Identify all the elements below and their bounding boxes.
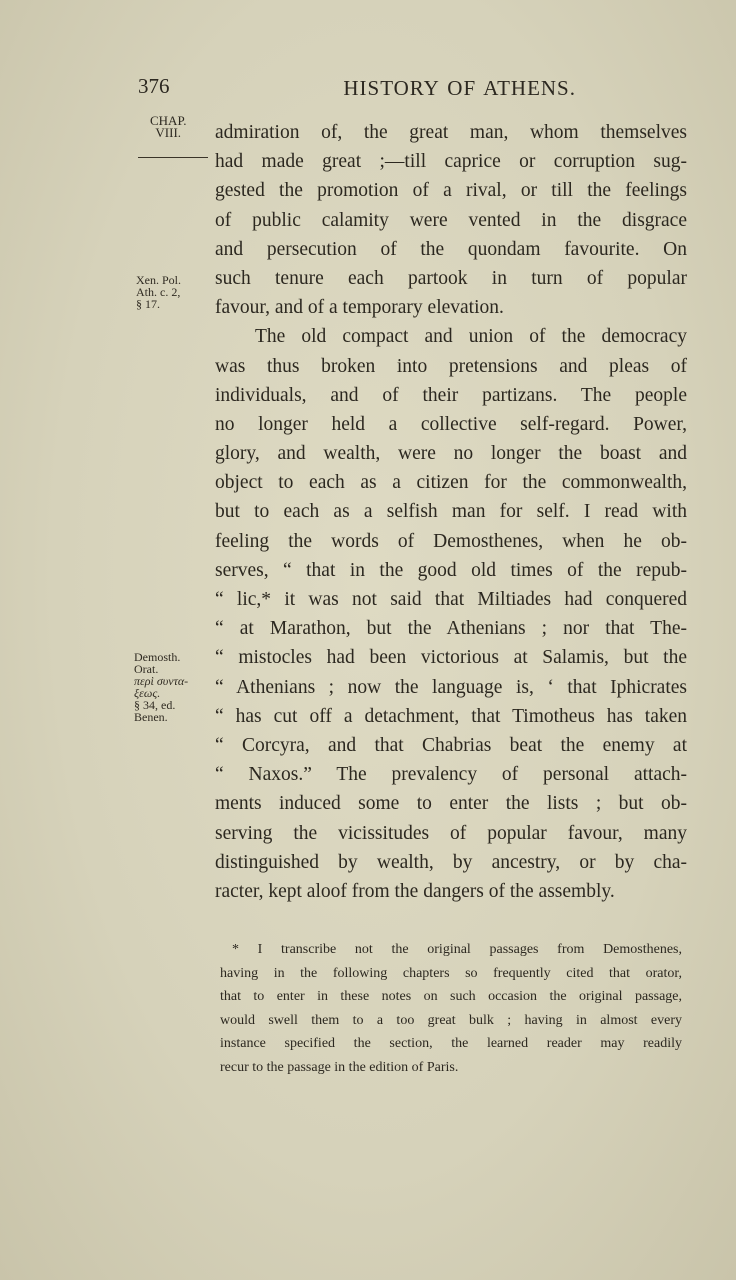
text-line: “ Naxos.” The prevalency of personal attach- <box>215 764 687 786</box>
text-line: racter, kept aloof from the dangers of the assembly. <box>215 880 615 902</box>
running-title: HISTORY OF ATHENS. <box>343 76 576 100</box>
margin-note-line: § 17. <box>136 297 160 311</box>
text-line: “ Corcyra, and that Chabrias beat the enemy at <box>215 734 687 756</box>
footnote <box>220 938 682 1079</box>
footnote-line: that to enter in these notes on such occasion the original passage, <box>220 989 682 1004</box>
text-line: favour, and of a temporary elevation. <box>215 297 504 319</box>
text-line: had made great ;—till caprice or corruption sug- <box>215 151 687 173</box>
margin-note-line: ξεως. <box>134 686 161 700</box>
text-line: no longer held a collective self-regard. Power, <box>215 413 687 435</box>
text-line: “ mistocles had been victorious at Salamis, but the <box>215 647 687 669</box>
margin-note-line: Ath. c. 2, <box>136 285 181 299</box>
text-line: but to each as a selfish man for self. I read with <box>215 501 687 523</box>
text-line: and persecution of the quondam favourite. On <box>215 238 687 260</box>
page-header <box>138 74 686 104</box>
text-line: distinguished by wealth, by ancestry, or by cha- <box>215 851 687 873</box>
body-text <box>215 118 687 906</box>
text-line: such tenure each partook in turn of popular <box>215 267 687 289</box>
footnote-line: * I transcribe not the original passages from Demosthenes, <box>232 942 682 957</box>
text-line: “ Athenians ; now the language is, ‘ that Iphicrates <box>215 676 687 698</box>
text-line: “ has cut off a detachment, that Timotheus has taken <box>215 705 687 727</box>
margin-note-line: § 34, ed. <box>134 698 176 712</box>
text-line: serving the vicissitudes of popular favour, many <box>215 822 687 844</box>
footnote-line: instance specified the section, the learned reader may readily <box>220 1036 682 1051</box>
chapter-number: VIII. <box>155 125 182 140</box>
chapter-marker <box>150 115 187 139</box>
text-line: object to each as a citizen for the commonwealth, <box>215 472 687 494</box>
text-line: “ at Marathon, but the Athenians ; nor that The- <box>215 618 687 640</box>
margin-note-demosthenes <box>134 651 188 723</box>
margin-note-line: Orat. <box>134 662 159 676</box>
text-line: of public calamity were vented in the disgrace <box>215 209 687 231</box>
footnote-line: having in the following chapters so frequently cited that orator, <box>220 965 682 981</box>
footnote-line: recur to the passage in the edition of Paris. <box>220 1059 459 1075</box>
page-number: 376 <box>138 74 170 98</box>
text-line: “ lic,* it was not said that Miltiades had conquered <box>215 589 687 610</box>
chapter-rule <box>138 157 208 158</box>
text-line: The old compact and union of the democracy <box>255 326 687 348</box>
footnote-line: would swell them to a too great bulk ; having in almost every <box>220 1012 682 1028</box>
margin-note-line: Benen. <box>134 710 168 724</box>
text-line: glory, and wealth, were no longer the boast and <box>215 443 687 465</box>
chapter-label: CHAP. <box>150 113 187 128</box>
text-line: was thus broken into pretensions and pleas of <box>215 355 687 377</box>
text-line: individuals, and of their partizans. The people <box>215 384 687 406</box>
text-line: admiration of, the great man, whom themselves <box>215 122 687 143</box>
text-line: serves, “ that in the good old times of the repub- <box>215 559 687 581</box>
text-line: gested the promotion of a rival, or till the feelings <box>215 180 687 202</box>
text-line: ments induced some to enter the lists ; but ob- <box>215 793 687 815</box>
margin-note-line: Demosth. <box>134 650 181 664</box>
margin-note-line: περὶ συντα- <box>134 674 189 688</box>
margin-note-line: Xen. Pol. <box>136 273 181 287</box>
text-line: feeling the words of Demosthenes, when he ob- <box>215 530 687 552</box>
margin-note-xenophon <box>136 274 181 310</box>
